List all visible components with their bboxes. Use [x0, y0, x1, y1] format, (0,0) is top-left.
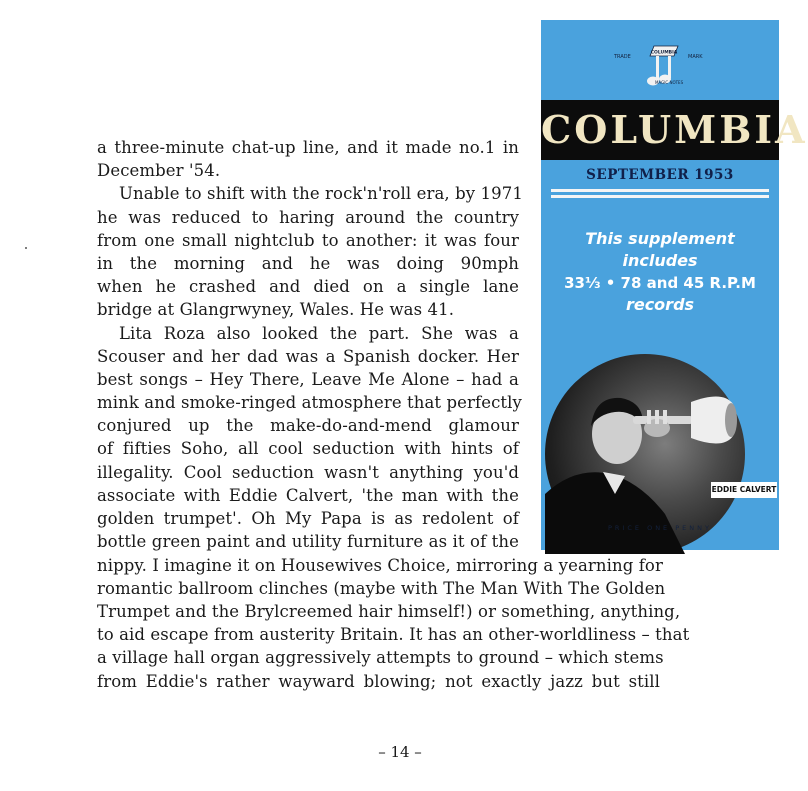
masthead-title: COLUMBIA: [541, 107, 808, 152]
columbia-cover-image: [541, 20, 808, 550]
logo-text: COLUMBIA: [650, 50, 678, 56]
supplement-line: records: [625, 295, 695, 314]
trade-mark-label: TRADE: [614, 54, 631, 60]
divider: [551, 195, 769, 198]
supplement-line: This supplement: [585, 229, 735, 248]
text-line: nippy. I imagine it on Housewives Choice, mirroring a yearning for: [97, 555, 663, 575]
text-line: best songs – Hey There, Leave Me Alone – had a: [97, 369, 519, 389]
text-line: Scouser and her dad was a Spanish docker. Her: [97, 346, 519, 366]
magic-notes-logo-icon: [634, 40, 688, 94]
text-line: December '54.: [97, 161, 221, 181]
logo-caption: MAGIC NOTES: [655, 80, 684, 85]
text-line: romantic ballroom clinches (maybe with The Man With The Golden: [97, 578, 666, 598]
trade-mark-label: MARK: [688, 54, 703, 60]
text-line: a village hall organ aggressively attempts to ground – which stems: [97, 648, 664, 668]
margin-dot: [25, 247, 27, 249]
text-line: from Eddie's rather wayward blowing; not exactly jazz but still: [97, 671, 660, 691]
supplement-text: [541, 228, 779, 316]
text-line: associate with Eddie Calvert, 'the man with the: [97, 485, 519, 505]
supplement-line: 33⅓ • 78 and 45 R.P.M: [564, 274, 756, 292]
text-line: when he crashed and died on a single lane: [97, 277, 519, 297]
text-line: Unable to shift with the rock'n'roll era, by 1971: [119, 184, 523, 204]
text-line: in the morning and he was doing 90mph: [97, 253, 519, 273]
text-line: golden trumpet'. Oh My Papa is as redolent of: [97, 509, 519, 528]
text-line: mink and smoke-ringed atmosphere that perfectly: [97, 393, 522, 413]
text-line: Trumpet and the Brylcreemed hair himself!) or something, anything,: [97, 601, 681, 621]
text-line: illegality. Cool seduction wasn't anything you'd: [97, 462, 519, 482]
text-line: from one small nightclub to another: it was four: [97, 230, 519, 250]
text-line: to aid escape from austerity Britain. It has an other-worldliness – that: [97, 625, 690, 645]
price-text: PRICE ONE PENNY: [608, 524, 712, 532]
text-line: of fifties Soho, all cool seduction with hints of: [97, 439, 519, 459]
body-text-wide: [97, 554, 690, 693]
text-line: bridge at Glangrwyney, Wales. He was 41.: [97, 300, 455, 320]
text-line: Lita Roza also looked the part. She was a: [119, 323, 519, 343]
text-line: a three-minute chat-up line, and it made no.1 in: [97, 138, 519, 157]
page-number: – 14 –: [378, 743, 422, 761]
text-line: conjured up the make-do-and-mend glamour: [97, 416, 519, 436]
artist-label: EDDIE CALVERT: [711, 482, 777, 498]
body-text-narrow: [97, 136, 523, 553]
supplement-line: includes: [622, 251, 698, 270]
divider: [551, 189, 769, 192]
text-line: bottle green paint and utility furniture as it of the: [97, 532, 519, 552]
issue-date: SEPTEMBER 1953: [586, 167, 734, 183]
text-line: he was reduced to haring around the country: [97, 207, 519, 227]
masthead-band: [541, 100, 808, 160]
